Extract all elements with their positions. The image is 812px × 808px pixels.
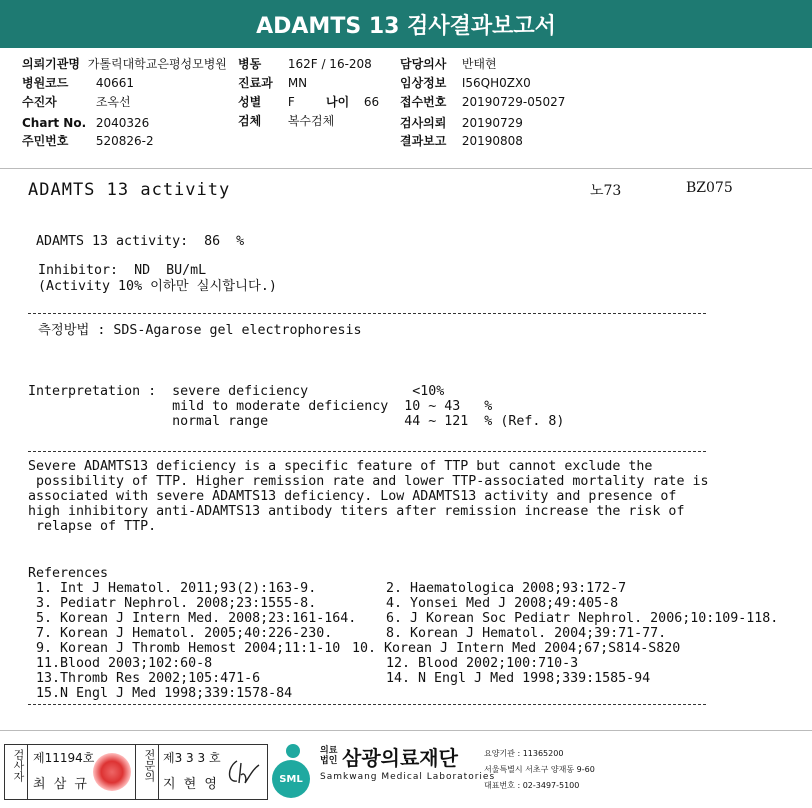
signature-name-specialist: 지 현 영 — [163, 777, 219, 792]
reference-item: 12. Blood 2002;100:710-3 — [386, 656, 579, 671]
reference-item: 1. Int J Hematol. 2011;93(2):163-9. — [28, 581, 317, 596]
handwritten-note-2: BZ075 — [686, 180, 733, 196]
reference-item: 5. Korean J Intern Med. 2008;23:161-164. — [28, 611, 357, 626]
org-address: 서울특별시 서초구 양재동 9-60 — [484, 765, 595, 774]
dashed-divider — [28, 313, 706, 314]
meta-resident-no: 주민번호 520826-2 — [22, 134, 154, 148]
references-heading: References — [28, 566, 109, 581]
interpretation-normal: normal range 44 ~ 121 % (Ref. 8) — [28, 414, 565, 429]
method: 측정방법 : SDS-Agarose gel electrophoresis — [38, 323, 362, 338]
handwritten-signature — [223, 757, 263, 789]
report-header-title: ADAMTS 13 검사결과보고서 — [256, 13, 556, 39]
reference-item: 3. Pediatr Nephrol. 2008;23:1555-8. — [28, 596, 317, 611]
signature-label-tester: 검사자 — [12, 749, 25, 782]
meta-report-date: 결과보고 20190808 — [400, 134, 523, 148]
comment-line: possibility of TTP. Higher remission rate and lower TTP-associated mortality rate is — [28, 474, 709, 489]
handwritten-note-1: 노73 — [590, 183, 622, 199]
org-small-2: 법인 — [320, 756, 338, 766]
meta-doctor: 담당의사 반태현 — [400, 57, 497, 71]
meta-receipt-no: 접수번호 20190729-05027 — [400, 95, 566, 109]
report-title: ADAMTS 13 activity — [28, 180, 231, 200]
sml-logo-icon — [272, 744, 312, 798]
org-phone: 대표번호 : 02-3497-5100 — [484, 781, 580, 790]
seal-stamp — [93, 753, 131, 791]
meta-request-date: 검사의뢰 20190729 — [400, 116, 523, 130]
sml-badge: SML — [272, 760, 310, 798]
reference-item: 13.Thromb Res 2002;105:471-6 — [28, 671, 261, 686]
reference-item: 11.Blood 2003;102:60-8 — [28, 656, 213, 671]
inhibitor-note: (Activity 10% 이하만 실시합니다.) — [38, 279, 277, 294]
interpretation-severe: Interpretation : severe deficiency <10% — [28, 384, 445, 399]
meta-specimen: 검체 복수검체 — [238, 114, 335, 128]
comment-line: high inhibitory anti-ADAMTS13 antibody titers after remission increase the risk of — [28, 504, 685, 519]
divider — [0, 168, 812, 169]
meta-patient: 수진자 조옥선 — [22, 95, 131, 109]
interpretation-mild: mild to moderate deficiency 10 ~ 43 % — [28, 399, 493, 414]
divider — [0, 730, 812, 731]
signature-name-tester: 최 삼 규 — [33, 777, 89, 792]
reference-item: 8. Korean J Hematol. 2004;39:71-77. — [386, 626, 667, 641]
org-small-1: 의료 — [320, 746, 338, 756]
reference-item: 14. N Engl J Med 1998;339:1585-94 — [386, 671, 651, 686]
meta-age: 나이 66 — [326, 95, 380, 109]
org-name: 삼광의료재단 — [342, 746, 458, 770]
reference-item: 15.N Engl J Med 1998;339:1578-84 — [28, 686, 293, 701]
meta-hospital-code: 병원코드 40661 — [22, 76, 135, 90]
reference-item: 7. Korean J Hematol. 2005;40:226-230. — [28, 626, 333, 641]
meta-chart-no: Chart No. 2040326 — [22, 116, 150, 130]
report-body — [0, 170, 812, 730]
reference-item: 4. Yonsei Med J 2008;49:405-8 — [386, 596, 619, 611]
meta-sex: 성별 F — [238, 95, 295, 109]
meta-institution: 의뢰기관명 가톨릭대학교은평성모병원 — [22, 57, 227, 71]
activity-result: ADAMTS 13 activity: 86 % — [36, 234, 245, 249]
signature-id-specialist: 제3 3 3 호 — [163, 751, 221, 765]
signature-label-specialist: 전문의 — [143, 749, 156, 782]
reference-item: 10. Korean J Intern Med 2004;67;S814-S820 — [352, 641, 681, 656]
meta-clinical-info: 임상정보 I56QH0ZX0 — [400, 76, 531, 90]
meta-department: 진료과 MN — [238, 76, 308, 90]
signature-id-tester: 제11194호 — [33, 751, 95, 765]
org-code: 요양기관 : 11365200 — [484, 749, 564, 758]
signature-box — [4, 744, 268, 800]
comment-line: relapse of TTP. — [28, 519, 157, 534]
dashed-divider — [28, 704, 706, 705]
reference-item: 6. J Korean Soc Pediatr Nephrol. 2006;10:109-118. — [386, 611, 779, 626]
report-header — [0, 0, 812, 48]
comment-line: associated with severe ADAMTS13 deficiency. Low ADAMTS13 activity and presence of — [28, 489, 677, 504]
lab-footer — [272, 742, 808, 802]
org-english-name: Samkwang Medical Laboratories — [320, 772, 496, 782]
meta-ward: 병동 162F / 16-208 — [238, 57, 372, 71]
inhibitor-result: Inhibitor: ND BU/mL — [38, 263, 207, 278]
dashed-divider — [28, 451, 706, 452]
reference-item: 2. Haematologica 2008;93:172-7 — [386, 581, 627, 596]
comment-line: Severe ADAMTS13 deficiency is a specific feature of TTP but cannot exclude the — [28, 459, 653, 474]
reference-item: 9. Korean J Thromb Hemost 2004;11:1-10 — [28, 641, 341, 656]
